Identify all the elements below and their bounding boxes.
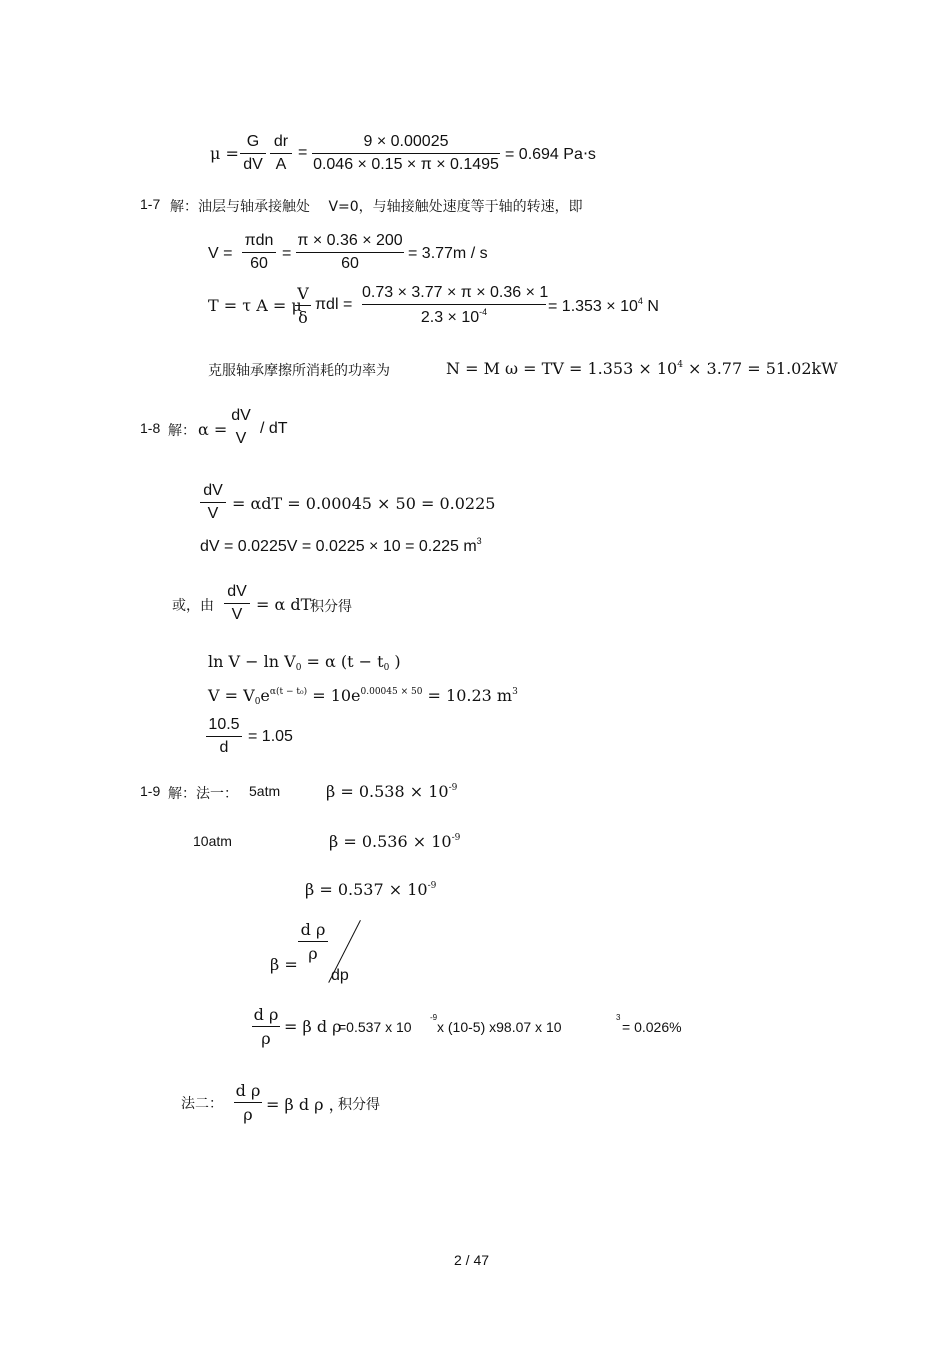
eq-frac: π × 0.36 × 200 60 (297, 232, 403, 272)
pressure-1: 5atm (249, 783, 281, 799)
eq-rest: = β d ρ ， (266, 1095, 345, 1114)
eq-den: dp (331, 967, 349, 984)
eq-exp1: -9 (430, 1013, 438, 1022)
pressure-2: 10atm (193, 833, 232, 849)
eq-mu-result: = 0.694 Pa⋅s (505, 146, 596, 163)
eq-equals: = (282, 245, 292, 262)
eq-result: = $1.353 \times 10^4$ N (548, 296, 659, 315)
eq-c: x (10-5) x98.07 x 10 (437, 1019, 562, 1035)
eq-rest: = αdT = 0.00045 × 50 = 0.0225 (232, 494, 496, 513)
eq-lhs: V = (208, 245, 233, 262)
power-eq: N = M ω = TV = $1.353 \times 10^4 \times 3.77 = 51.02kW$ (446, 359, 838, 378)
eq-mu-frac3: 9 × 0.00025 0.046 × 0.15 × π × 0.1495 (313, 133, 499, 173)
eq-mu-frac1: G dV (240, 133, 266, 174)
eq-d: = 0.026% (622, 1019, 682, 1035)
eq-frac: dV V (224, 583, 250, 624)
eq-frac: 10.5 d (206, 716, 242, 757)
eq-lhs: β = (270, 955, 298, 974)
eq-b: =0.537 x 10 (338, 1019, 412, 1035)
problem-label: 1-7 (140, 196, 161, 212)
eq-mu-eq: = (298, 144, 308, 161)
eq-body: $V = V_0e^{\alpha(t - t_0)} = 10e^{0.00045 \times 50} = 10.23$ $m^3$ (208, 686, 518, 707)
method-prefix: 法二： (181, 1096, 223, 1112)
eq-body: $\ln V - \ln V_0 = \alpha$ ($t - t_0$ ) (208, 652, 401, 673)
eq-frac: dV V (231, 407, 251, 447)
eq-result: = 3.77m / s (408, 245, 488, 262)
problem-label: 1-8 (140, 420, 161, 436)
beta-1: $\beta = 0.538 \times 10^{-9}$ (326, 782, 458, 801)
eq-body: dV = 0.0225V = 0.0225 × 10 = 0.225 $m^3$ (200, 536, 482, 555)
method-suffix: 积分得 (338, 1097, 380, 1113)
problem-text: 解：油层与轴承接触处 V=0，与轴接触处速度等于轴的转速，即 (170, 199, 583, 215)
eq-frac: d ρ ρ (253, 1005, 279, 1048)
beta-2: $\beta = 0.536 \times 10^{-9}$ (329, 832, 461, 851)
eq-rest: / dT (260, 420, 288, 437)
eq-frac: dV V (200, 482, 226, 523)
eq-frac: πdn 60 (242, 232, 276, 273)
power-text: 克服轴承摩擦所消耗的功率为 (208, 363, 390, 379)
eq-frac: V δ (295, 284, 311, 327)
eq-rest: = α dT (256, 595, 312, 614)
eq-frac: 0.73 × 3.77 × π × 0.36 × 1 $2.3 \times 10^{-4}$ (362, 284, 549, 326)
eq-mid: πdl = (315, 296, 353, 313)
problem-prefix: 解：法一： (168, 786, 238, 802)
eq-mu-frac2: dr A (270, 133, 292, 174)
eq-lhs: T = τ A = μ (208, 296, 302, 315)
eq-mu-lhs: μ = (210, 144, 239, 163)
eq-frac: d ρ ρ (235, 1081, 261, 1124)
eq-rest: = 1.05 (248, 728, 293, 745)
alpha: α = (198, 420, 228, 439)
eq-a: = β d ρ (284, 1017, 342, 1036)
page-number: 2 / 47 (454, 1252, 490, 1268)
eq-exp2: 3 (616, 1013, 621, 1022)
eq-frac: d ρ ρ (298, 920, 328, 963)
beta-3: $\beta = 0.537 \times 10^{-9}$ (305, 880, 437, 899)
problem-prefix: 解： (168, 423, 196, 439)
or-prefix: 或，由 (172, 598, 214, 614)
problem-label: 1-9 (140, 783, 161, 799)
or-suffix: 积分得 (310, 599, 352, 615)
